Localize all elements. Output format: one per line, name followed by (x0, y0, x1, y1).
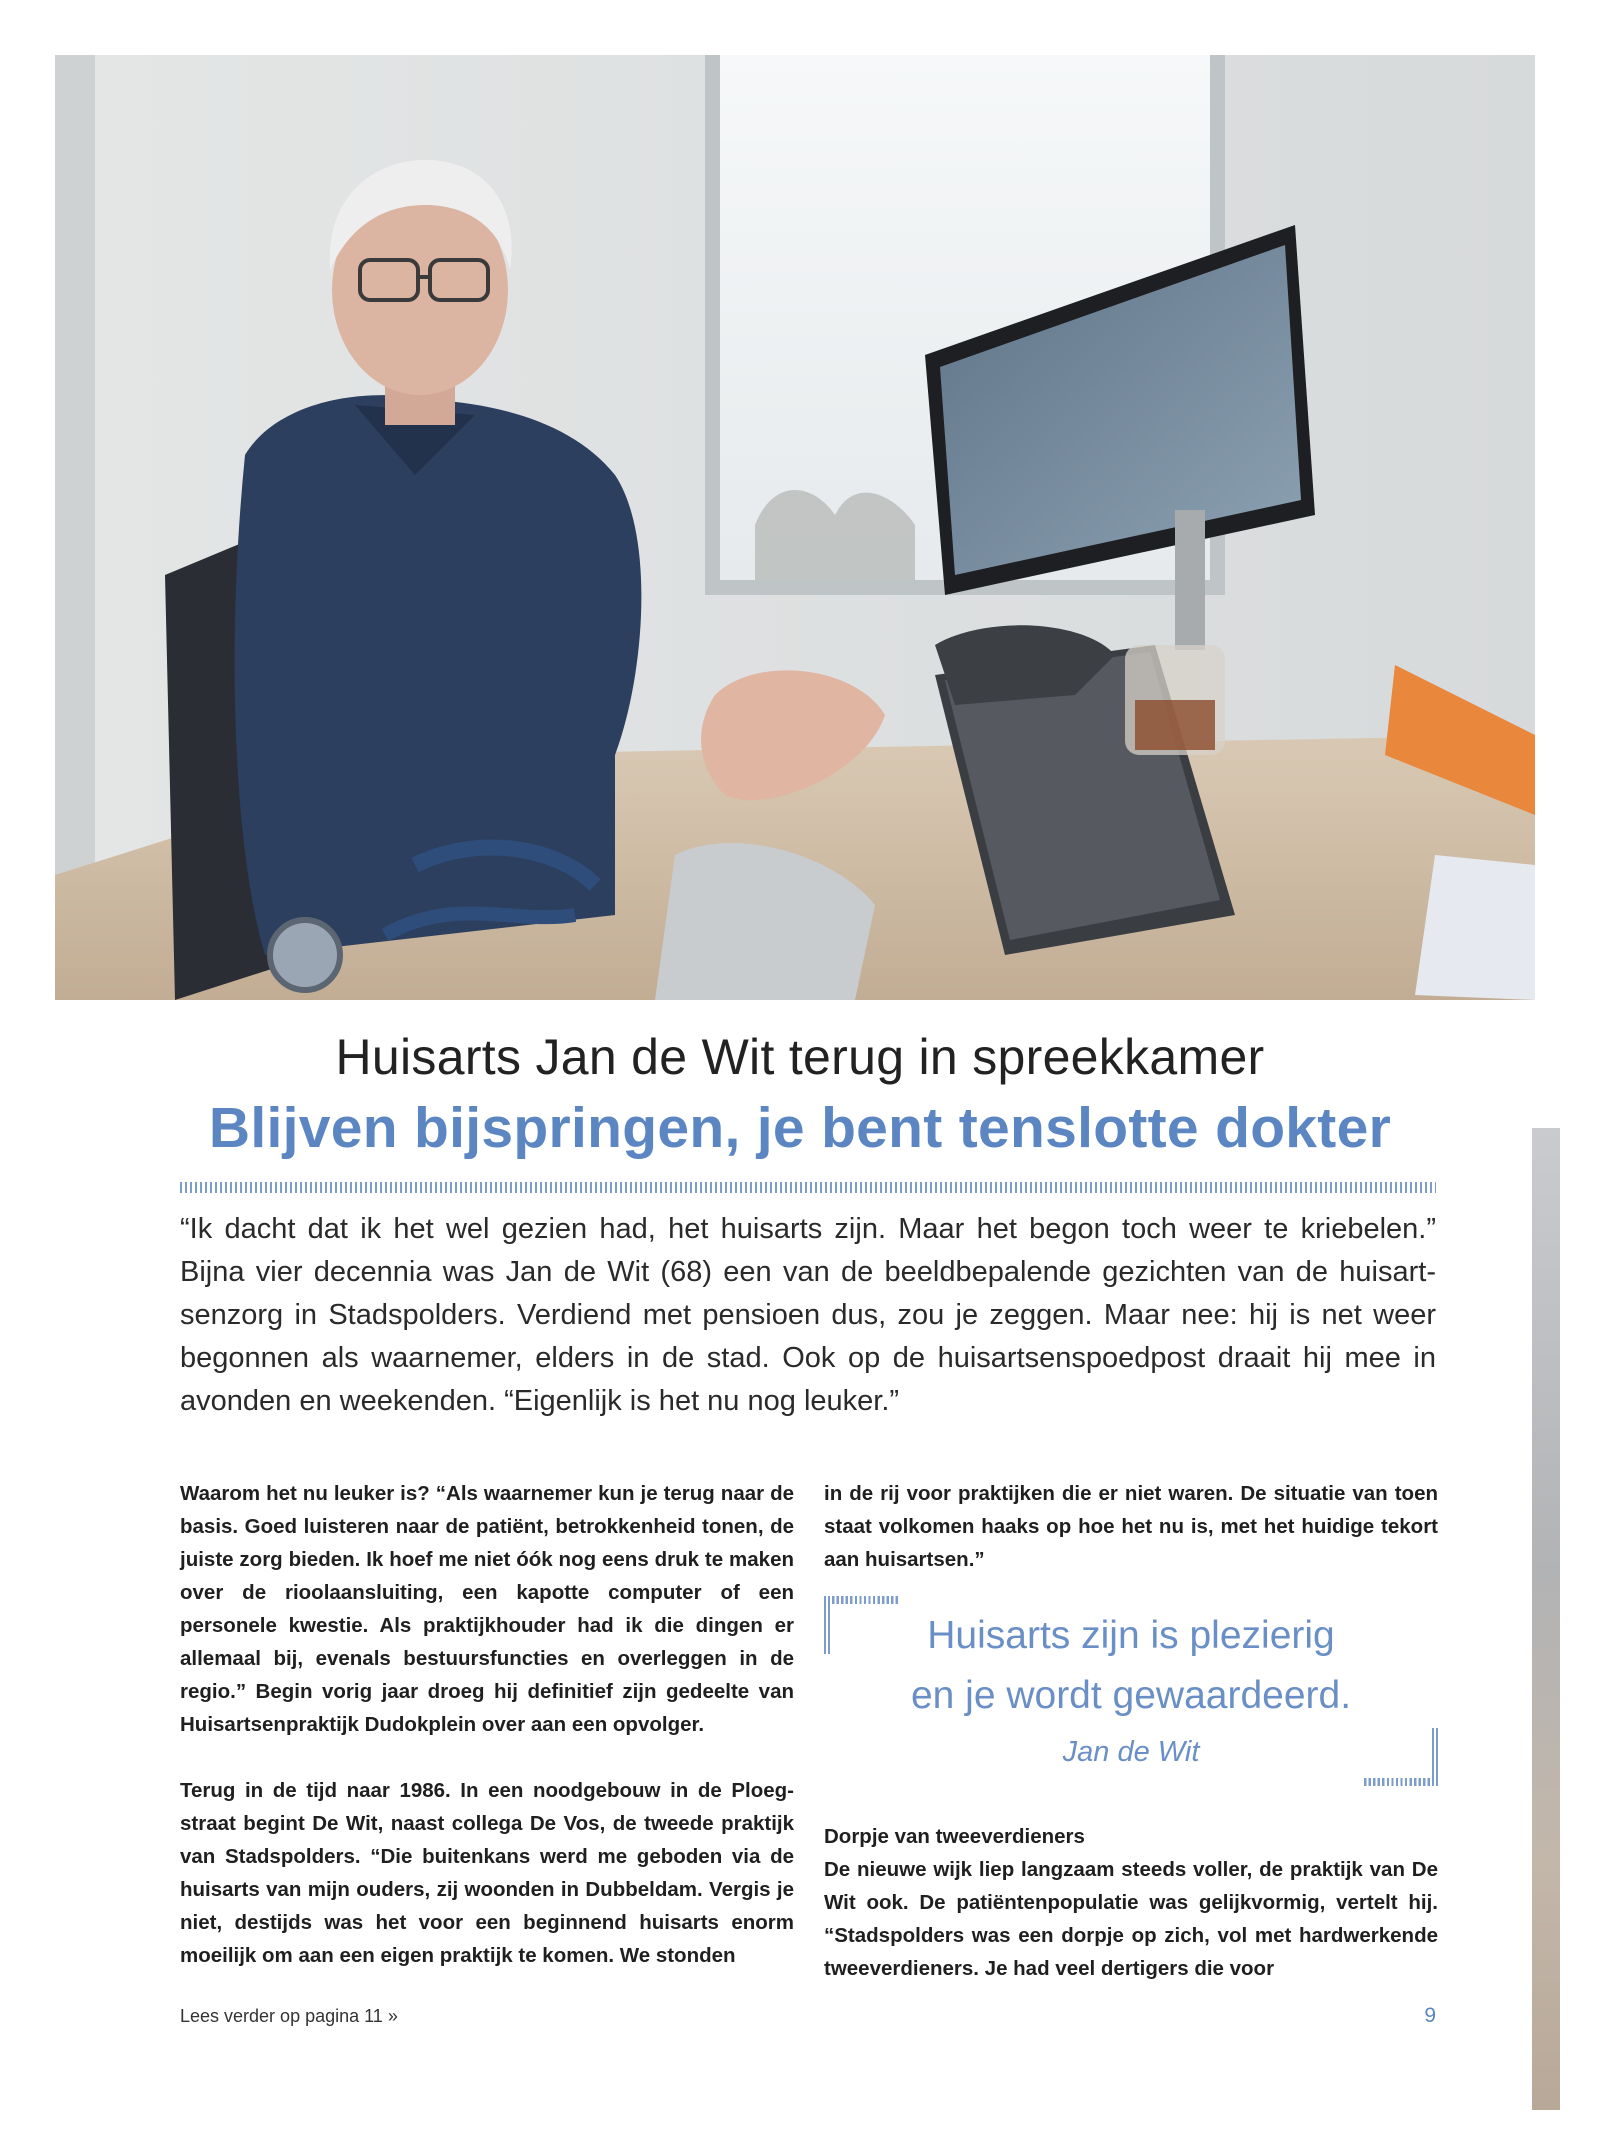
section-subhead: Dorpje van tweeverdieners (824, 1825, 1085, 1848)
body-paragraph: Waarom het nu leuker is? “Als waarnemer kun je terug naar de basis. Goed luisteren naar de patiënt, betrokkenheid tonen, de juiste zorg bieden. Ik hoef me niet óók nog eens druk te maken over de rioolaansluiting, een kapotte computer of een personele kwestie. Als praktijkhouder had ik die dingen er allemaal bij, evenals bestuursfuncties en overleggen in de regio.” Begin vorig jaar droeg hij definitief zijn gedeelte van Huisartsenpraktijk Dudokplein over aan een opvolger. (180, 1482, 794, 1736)
pull-quote-line: Huisarts zijn is plezierig (927, 1614, 1335, 1657)
doctor-at-desk-illustration (55, 55, 1535, 1000)
body-paragraph: De nieuwe wijk liep langzaam steeds voller, de praktijk van De Wit ook. De patiëntenpopulatie was gelijkvormig, vertelt hij. “Stadspolders was een dorpje op zich, vol met hardwerkende tweeverdieners. Je had veel dertigers die voor (824, 1858, 1438, 1980)
column-right (824, 1477, 1438, 1985)
column-left (180, 1477, 794, 1972)
pull-quote-line: en je wordt gewaardeerd. (910, 1674, 1352, 1717)
header-photo (55, 55, 1535, 1000)
pull-quote-text (824, 1606, 1438, 1726)
body-paragraph: Terug in de tijd naar 1986. In een noodgebouw in de Ploegstraat begint De Wit, naast collega De Vos, de tweede praktijk van Stadspolders. “Die buitenkans werd me geboden via de huisarts van mijn ouders, zij woonden in Dubbeldam. Vergis je niet, destijds was het voor een beginnend huisarts enorm moeilijk om aan een eigen praktijk te komen. We stonden (180, 1779, 794, 1967)
pull-quote (824, 1596, 1438, 1796)
pull-quote-author: Jan de Wit (1062, 1736, 1200, 1768)
body-paragraph: in de rij voor praktijken die er niet waren. De situatie van toen staat volkomen haaks op hoe het nu is, met het huidige tekort aan huisartsen.” (824, 1482, 1438, 1571)
page-number: 9 (1424, 2004, 1436, 2027)
article-kicker: Huisarts Jan de Wit terug in spreekkamer (335, 1029, 1265, 1085)
divider-rule (180, 1182, 1436, 1193)
article-headline: Blijven bijspringen, je bent tenslotte dokter (208, 1096, 1392, 1160)
page-edge-strip (1532, 1128, 1560, 2110)
continue-reading-link[interactable]: Lees verder op pagina 11 » (180, 2006, 398, 2026)
article-intro: “Ik dacht dat ik het wel gezien had, het huisarts zijn. Maar het begon toch weer te kriebelen.” Bijna vier decennia was Jan de Wit (68) een van de beeldbepalende gezichten van de huisartsenzorg in Stadspolders. Verdiend met pensioen dus, zou je zeggen. Maar nee: hij is net weer begonnen als waarnemer, elders in de stad. Ook op de huisartsenspoedpost draait hij mee in avonden en weekenden. “Eigenlijk is het nu nog leuker.” (180, 1213, 1436, 1417)
